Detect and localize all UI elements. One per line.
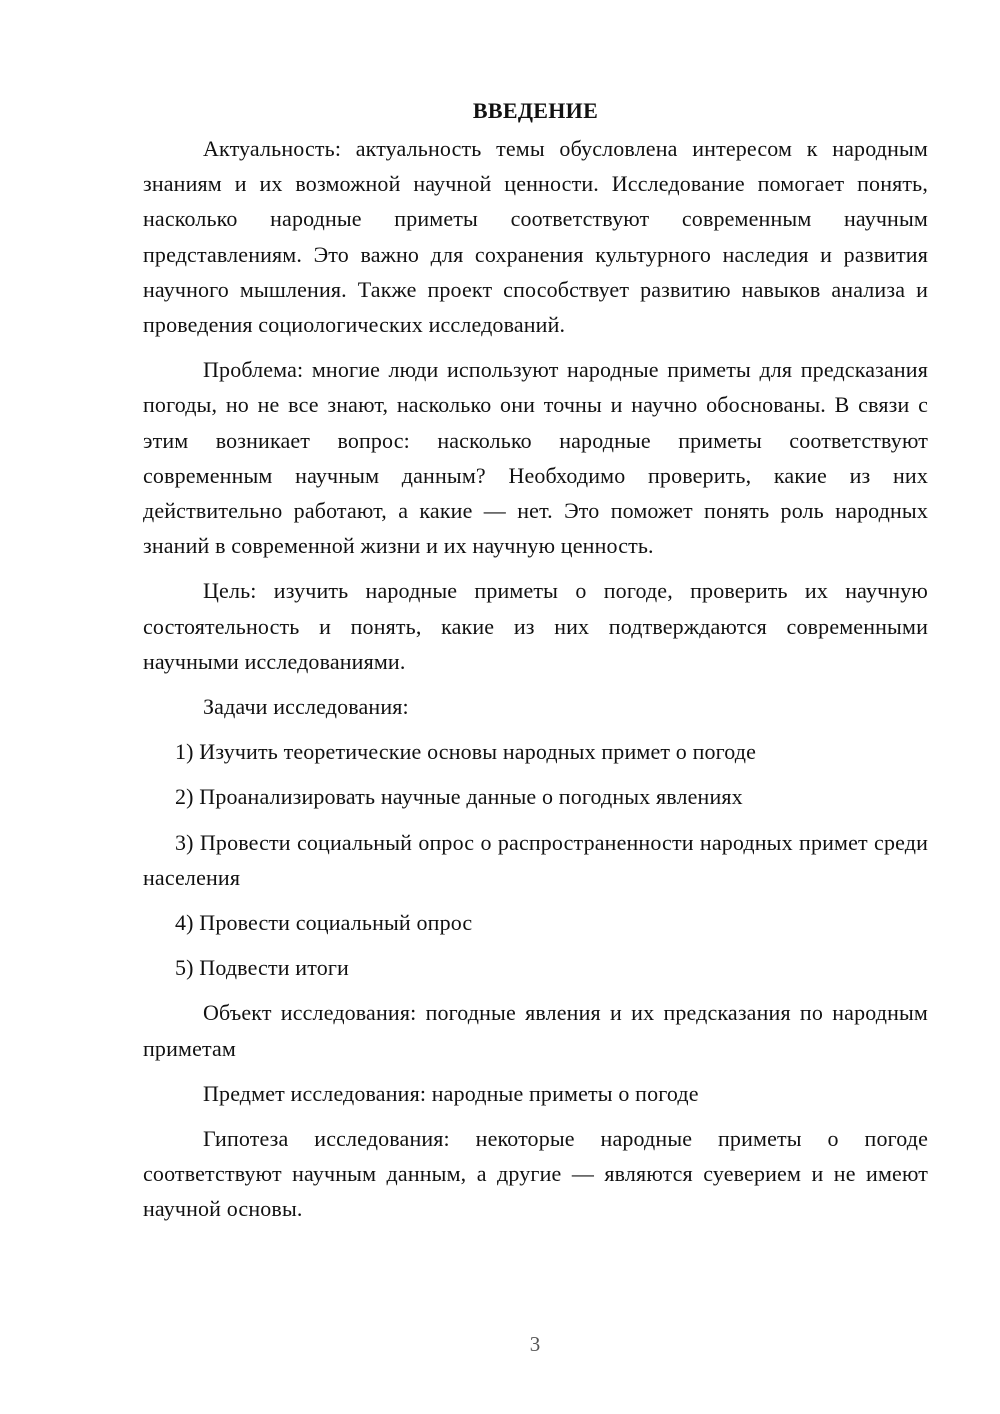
task-item-5: 5) Подвести итоги	[175, 955, 349, 981]
task-item-1: 1) Изучить теоретические основы народных примет о погоде	[175, 739, 757, 765]
tasks-title: Задачи исследования:	[203, 694, 409, 720]
section-heading: ВВЕДЕНИЕ	[472, 98, 599, 123]
task-item-2: 2) Проанализировать научные данные о погодных явлениях	[175, 784, 743, 810]
goal-paragraph: Цель: изучить народные приметы о погоде, проверить их научную состоятельность и понять, какие из них подтверждаются современными научными исследованиями.	[143, 578, 928, 674]
subject-paragraph: Предмет исследования: народные приметы о погоде	[203, 1080, 699, 1106]
document-page	[143, 93, 928, 1237]
relevance-paragraph: Актуальность: актуальность темы обусловлена интересом к народным знаниям и их возможной научной ценности. Исследование помогает понять, насколько народные приметы соответствуют современным научным представлениям. Это важно для сохранения культурного наследия и развития научного мышления. Также проект способствует развитию навыков анализа и проведения социологических исследований.	[143, 136, 928, 338]
object-paragraph: Объект исследования: погодные явления и их предсказания по народным приметам	[143, 1000, 928, 1061]
page-number: 3	[529, 1332, 541, 1356]
task-item-3: 3) Провести социальный опрос о распространенности народных примет среди населения	[143, 829, 928, 890]
task-item-4: 4) Провести социальный опрос	[175, 910, 473, 936]
problem-paragraph: Проблема: многие люди используют народные приметы для предсказания погоды, но не все знают, насколько они точны и научно обоснованы. В связи с этим возникает вопрос: насколько народные приметы соответствуют современным научным данным? Необходимо проверить, какие из них действительно работают, а какие — нет. Это поможет понять роль народных знаний в современной жизни и их научную ценность.	[143, 357, 928, 559]
hypothesis-paragraph: Гипотеза исследования: некоторые народные приметы о погоде соответствуют научным данным, а другие — являются суеверием и не имеют научной основы.	[143, 1126, 928, 1222]
